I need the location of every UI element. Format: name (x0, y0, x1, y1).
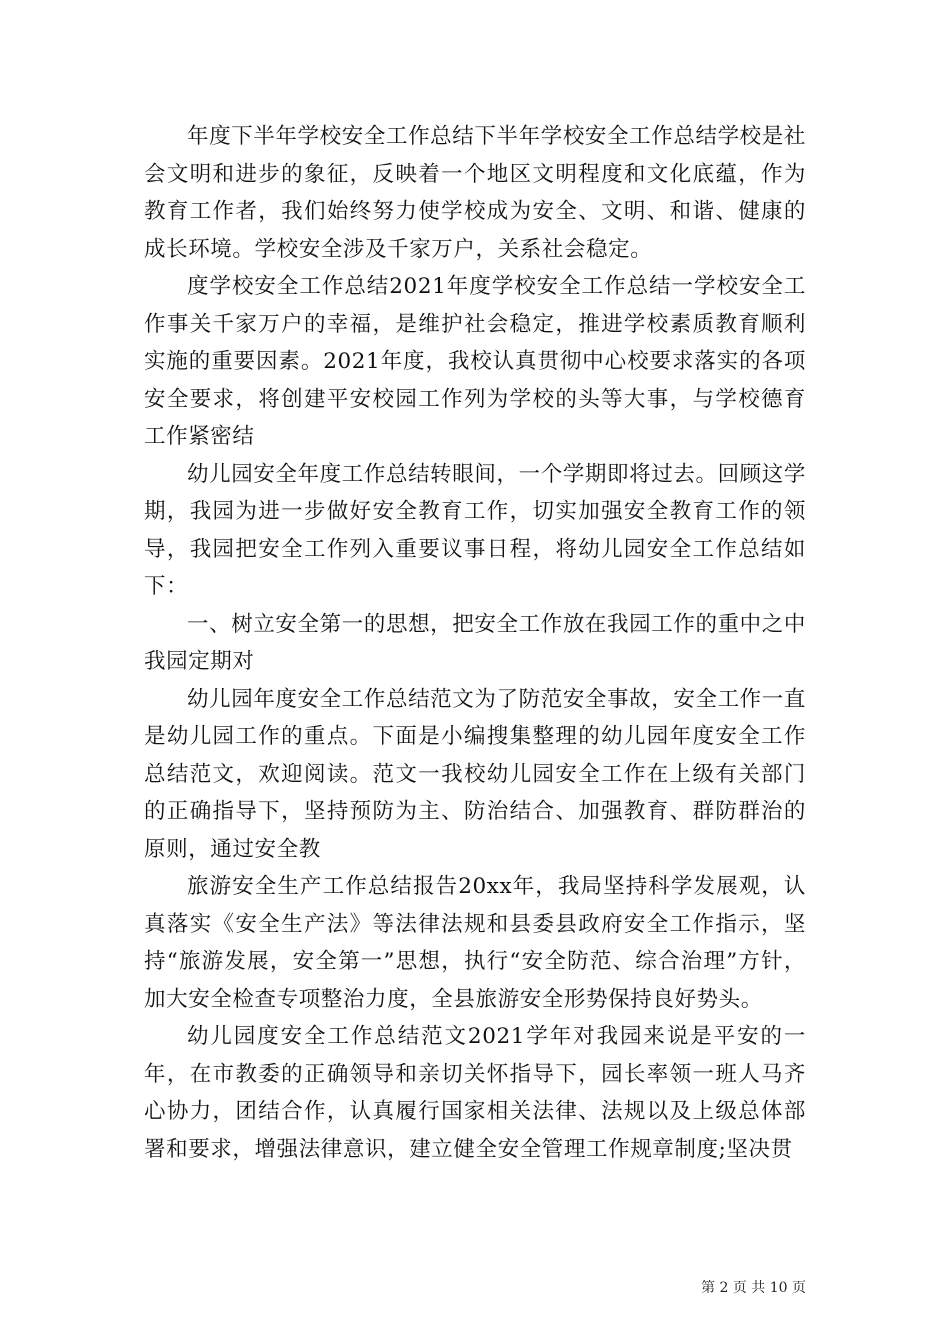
paragraph-5: 幼儿园年度安全工作总结范文为了防范安全事故，安全工作一直是幼儿园工作的重点。下面是小编搜集整理的幼儿园年度安全工作总结范文，欢迎阅读。范文一我校幼儿园安全工作在上级有关部门的正确指导下，坚持预防为主、防治结合、加强教育、群防群治的原则，通过安全教 (144, 686, 806, 862)
paragraph-3: 幼儿园安全年度工作总结转眼间，一个学期即将过去。回顾这学期，我园为进一步做好安全教育工作，切实加强安全教育工作的领导，我园把安全工作列入重要议事日程，将幼儿园安全工作总结如下： (144, 461, 806, 599)
page-number: 第 2 页 共 10 页 (701, 1280, 806, 1296)
page-footer (0, 1279, 806, 1297)
paragraph-7: 幼儿园度安全工作总结范文2021学年对我园来说是平安的一年，在市教委的正确领导和亲切关怀指导下，园长率领一班人马齐心协力，团结合作，认真履行国家相关法律、法规以及上级总体部署和要求，增强法律意识，建立健全安全管理工作规章制度;坚决贯 (144, 1024, 806, 1162)
paragraph-4: 一、树立安全第一的思想，把安全工作放在我园工作的重中之中我园定期对 (144, 611, 806, 674)
paragraph-6: 旅游安全生产工作总结报告20xx年，我局坚持科学发展观，认真落实《安全生产法》等法律法规和县委县政府安全工作指示，坚持“旅游发展，安全第一”思想，执行“安全防范、综合治理”方针，加大安全检查专项整治力度，全县旅游安全形势保持良好势头。 (144, 874, 806, 1012)
document-body (144, 118, 806, 1168)
paragraph-1: 年度下半年学校安全工作总结下半年学校安全工作总结学校是社会文明和进步的象征，反映着一个地区文明程度和文化底蕴，作为教育工作者，我们始终努力使学校成为安全、文明、和谐、健康的成长环境。学校安全涉及千家万户，关系社会稳定。 (144, 124, 806, 262)
paragraph-2: 度学校安全工作总结2021年度学校安全工作总结一学校安全工作事关千家万户的幸福，是维护社会稳定，推进学校素质教育顺利实施的重要因素。2021年度，我校认真贯彻中心校要求落实的各项安全要求，将创建平安校园工作列为学校的头等大事，与学校德育工作紧密结 (144, 274, 806, 449)
